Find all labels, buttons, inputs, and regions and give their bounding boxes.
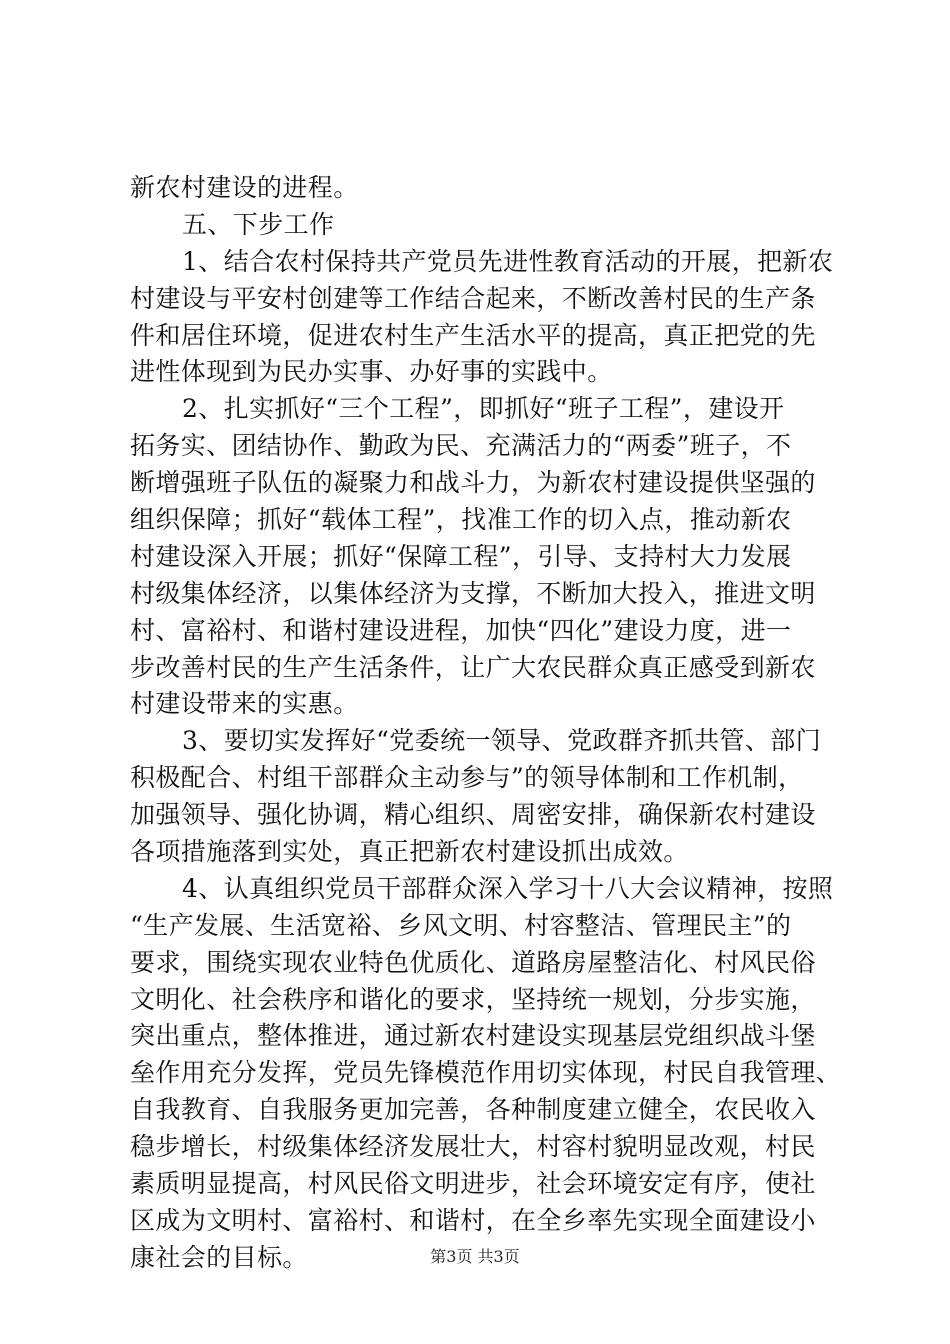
text-line: 步改善村民的生产生活条件，让广大农民群众真正感受到新农 xyxy=(130,652,816,682)
text-line: “生产发展、生活宽裕、乡风文明、村容整洁、管理民主”的 xyxy=(130,910,792,940)
text-line: 1、结合农村保持共产党员先进性教育活动的开展，把新农 xyxy=(182,246,834,276)
text-line: 村建设深入开展；抓好“保障工程”，引导、支持村大力发展 xyxy=(130,541,792,571)
text-line: 要求，围绕实现农业特色优质化、道路房屋整洁化、村风民俗 xyxy=(130,947,816,977)
text-line: 各项措施落到实处，真正把新农村建设抓出成效。 xyxy=(130,837,689,867)
text-line: 五、下步工作 xyxy=(182,209,335,239)
text-line: 稳步增长，村级集体经济发展壮大，村容村貌明显改观，村民 xyxy=(130,1132,816,1162)
text-line: 拓务实、团结协作、勤政为民、充满活力的“两委”班子，不 xyxy=(130,431,792,461)
text-line: 垒作用充分发挥，党员先锋模范作用切实体现，村民自我管理、 xyxy=(130,1058,842,1088)
text-line: 村建设带来的实惠。 xyxy=(130,689,359,719)
text-line: 3、要切实发挥好“党委统一领导、党政群齐抓共管、部门 xyxy=(182,726,822,756)
document-body xyxy=(130,170,842,1277)
text-line: 2、扎实抓好“三个工程”，即抓好“班子工程”，建设开 xyxy=(182,394,785,424)
text-line: 新农村建设的进程。 xyxy=(130,173,359,202)
text-line: 村、富裕村、和谐村建设进程，加快“四化”建设力度，进一 xyxy=(130,615,792,645)
text-line: 进性体现到为民办实事、办好事的实践中。 xyxy=(130,357,613,387)
text-line: 康社会的目标。 xyxy=(130,1242,308,1272)
text-line: 4、认真组织党员干部群众深入学习十八大会议精神，按照 xyxy=(182,873,834,903)
text-line: 件和居住环境，促进农村生产生活水平的提高，真正把党的先 xyxy=(130,320,816,350)
text-line: 突出重点，整体推进，通过新农村建设实现基层党组织战斗堡 xyxy=(130,1021,816,1051)
text-line: 村建设与平安村创建等工作结合起来，不断改善村民的生产条 xyxy=(130,283,816,313)
text-line: 断增强班子队伍的凝聚力和战斗力，为新农村建设提供坚强的 xyxy=(130,468,816,498)
page-number-label: 第3页 共3页 xyxy=(430,1247,520,1266)
text-line: 区成为文明村、富裕村、和谐村，在全乡率先实现全面建设小 xyxy=(130,1205,816,1235)
text-line: 素质明显提高，村风民俗文明进步，社会环境安定有序，使社 xyxy=(130,1169,816,1199)
text-line: 组织保障；抓好“载体工程”，找准工作的切入点，推动新农 xyxy=(130,505,792,535)
text-line: 积极配合、村组干部群众主动参与”的领导体制和工作机制， xyxy=(130,763,804,793)
text-line: 自我教育、自我服务更加完善，各种制度建立健全，农民收入 xyxy=(130,1095,816,1125)
text-line: 村级集体经济，以集体经济为支撑，不断加大投入，推进文明 xyxy=(130,578,816,608)
text-line: 文明化、社会秩序和谐化的要求，坚持统一规划，分步实施， xyxy=(130,984,816,1014)
page-footer xyxy=(0,1244,950,1267)
text-line: 加强领导、强化协调，精心组织、周密安排，确保新农村建设 xyxy=(130,800,816,830)
